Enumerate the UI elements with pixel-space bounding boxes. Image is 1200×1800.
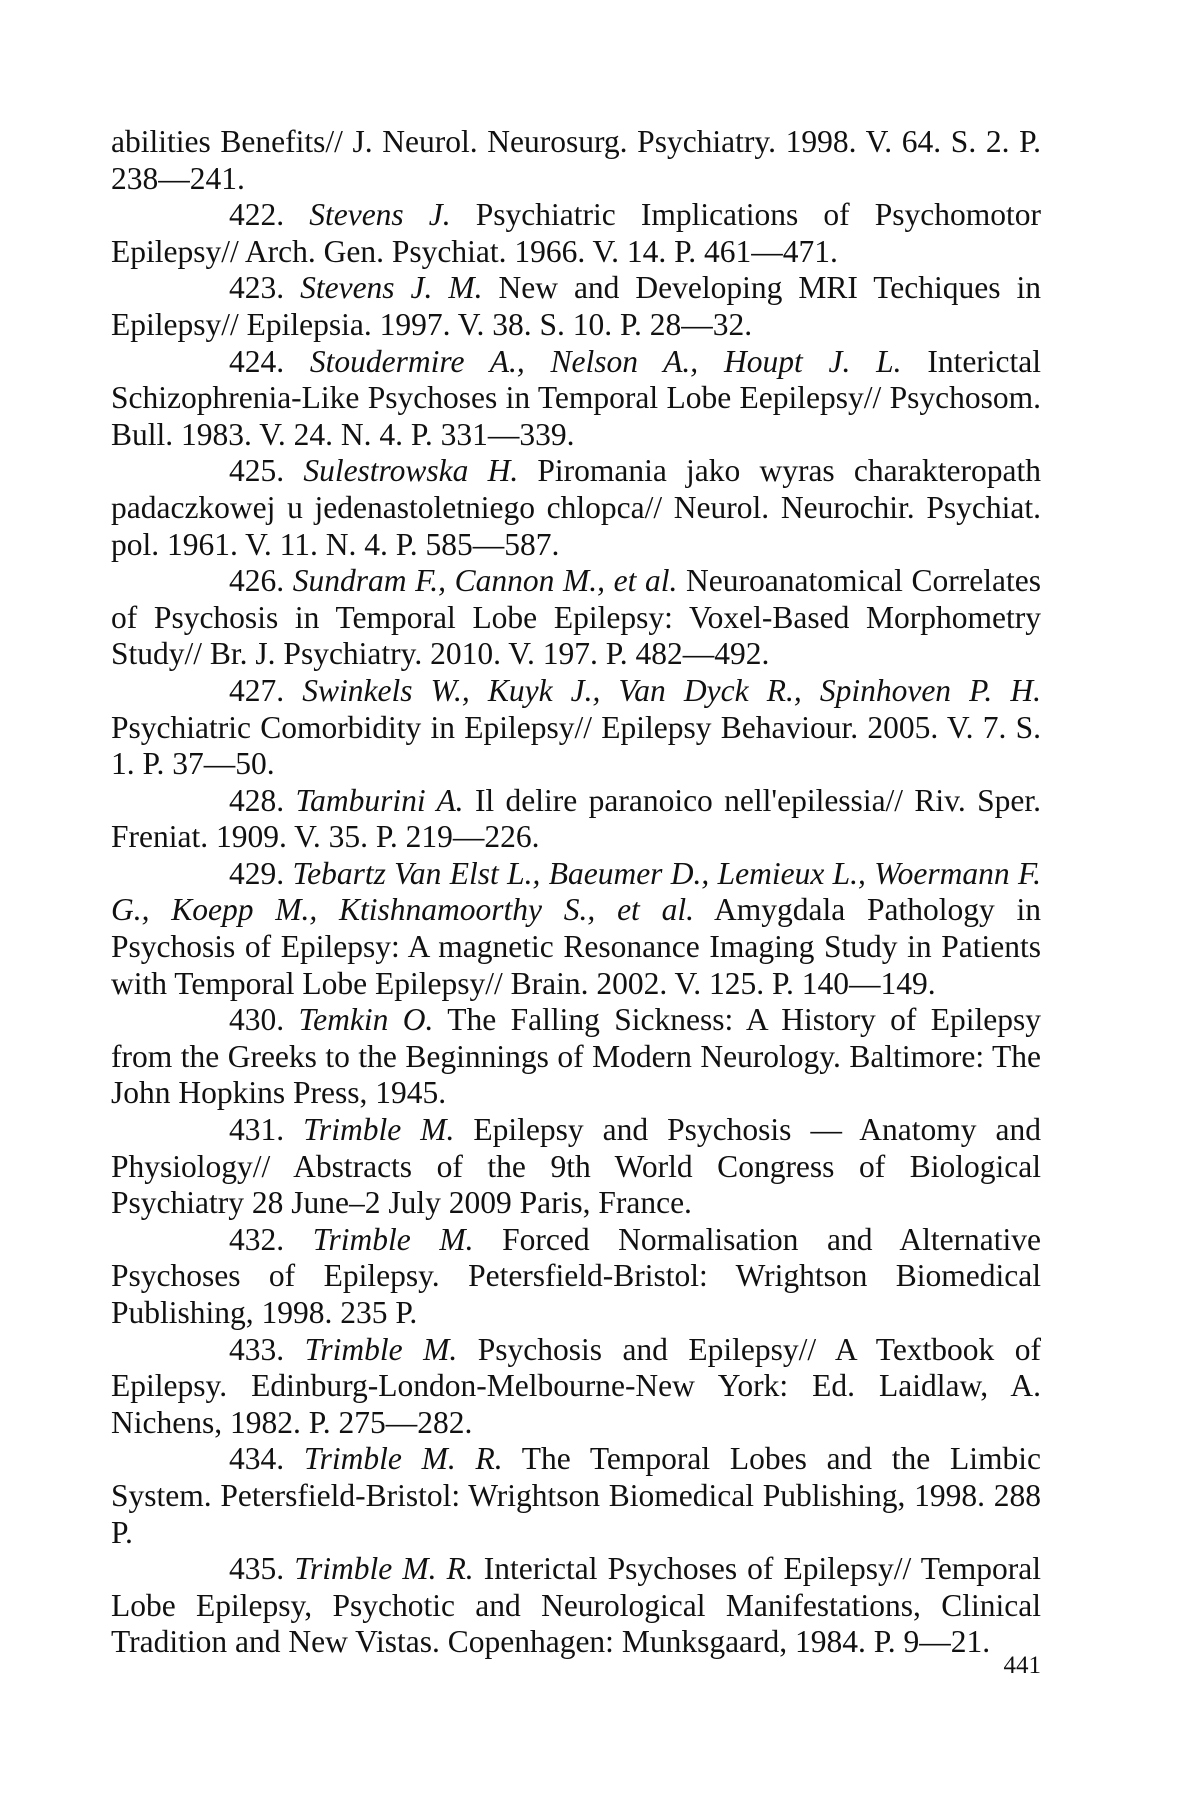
reference-text: Forced Normalisation and Alternative Psychoses of Epilepsy. Petersfield-Bristol: Wrightson Biomedical Publishing, 1998. 235 P.: [111, 1221, 1042, 1330]
reference-number: 429.: [229, 855, 285, 891]
reference-number: 427.: [229, 672, 285, 708]
reference-number: 435.: [229, 1551, 285, 1587]
reference-entry: [111, 344, 1041, 454]
reference-text: Neuroanatomical Correlates of Psychosis in Temporal Lobe Epilepsy: Voxel-Based Morphometry Study// Br. J. Psychiatry. 2010. V. 197. P. 482—492.: [111, 563, 1041, 672]
reference-number: 430.: [229, 1002, 285, 1038]
reference-entry: [111, 673, 1041, 783]
page-number: 441: [1003, 1652, 1041, 1679]
reference-entry: [111, 856, 1041, 1002]
reference-authors: Trimble M. R.: [294, 1551, 474, 1587]
reference-number: 424.: [229, 343, 285, 379]
reference-authors: Stoudermire A., Nelson A., Houpt J. L.: [309, 343, 902, 379]
reference-text: Il delire paranoico nell'epilessia// Riv. Sper. Freniat. 1909. V. 35. P. 219—226.: [111, 782, 1042, 855]
reference-number: 434.: [229, 1441, 285, 1477]
reference-text: Interictal Schizophrenia-Like Psychoses in Temporal Lobe Eepilepsy// Psychosom. Bull. 1983. V. 24. N. 4. P. 331—339.: [111, 343, 1042, 452]
reference-number: 426.: [229, 563, 285, 599]
reference-text: Epilepsy and Psychosis — Anatomy and Physiology// Abstracts of the 9th World Congress of Biological Psychiatry 28 June–2 July 2009 Paris, France.: [111, 1112, 1041, 1221]
reference-authors: Stevens J.: [309, 197, 451, 233]
reference-text: New and Developing MRI Techiques in Epilepsy// Epilepsia. 1997. V. 38. S. 10. P. 28—32.: [111, 270, 1041, 342]
reference-authors: Trimble M.: [304, 1331, 458, 1367]
reference-entry: [111, 197, 1041, 270]
reference-entry: [111, 453, 1041, 563]
reference-entry: [111, 1222, 1041, 1332]
reference-text: The Falling Sickness: A History of Epilepsy from the Greeks to the Beginnings of Modern Neurology. Baltimore: The John Hopkins Press, 1945.: [111, 1002, 1042, 1111]
reference-authors: Stevens J. M.: [300, 270, 483, 306]
reference-list: [111, 124, 1041, 1661]
reference-number: 428.: [229, 782, 285, 818]
reference-authors: Tamburini A.: [295, 782, 464, 818]
reference-entry: [111, 1332, 1041, 1442]
reference-entry: [111, 1112, 1041, 1222]
reference-text: Psychosis and Epilepsy// A Textbook of Epilepsy. Edinburg-London-Melbourne-New York: Ed. Laidlaw, A. Nichens, 1982. P. 275—282.: [111, 1331, 1042, 1440]
reference-number: 425.: [229, 453, 285, 489]
reference-text: abilities Benefits// J. Neurol. Neurosurg. Psychiatry. 1998. V. 64. S. 2. P. 238—241.: [111, 124, 1041, 196]
reference-number: 431.: [229, 1112, 285, 1148]
reference-authors: Swinkels W., Kuyk J., Van Dyck R., Spinhoven P. H.: [302, 672, 1041, 708]
reference-text: Amygdala Pathology in Psychosis of Epilepsy: A magnetic Resonance Imaging Study in Patients with Temporal Lobe Epilepsy// Brain. 2002. V. 125. P. 140—149.: [111, 892, 1041, 1001]
reference-authors: Temkin O.: [298, 1002, 434, 1038]
reference-authors: Sulestrowska H.: [303, 453, 519, 489]
reference-text: The Temporal Lobes and the Limbic System. Petersfield-Bristol: Wrightson Biomedical Publishing, 1998. 288 P.: [111, 1441, 1041, 1550]
reference-number: 423.: [229, 270, 285, 306]
reference-entry: [111, 783, 1041, 856]
reference-number: 422.: [229, 197, 285, 233]
reference-text: Interictal Psychoses of Epilepsy// Temporal Lobe Epilepsy, Psychotic and Neurological Manifestations, Clinical Tradition and New Vistas. Copenhagen: Munksgaard, 1984. P. 9—21.: [111, 1551, 1042, 1660]
reference-number: 433.: [229, 1331, 285, 1367]
reference-entry: [111, 1551, 1041, 1661]
reference-authors: Trimble M.: [312, 1221, 474, 1257]
reference-entry: [111, 124, 1041, 197]
reference-entry: [111, 563, 1041, 673]
reference-entry: [111, 270, 1041, 343]
reference-entry: [111, 1441, 1041, 1551]
reference-authors: Trimble M.: [303, 1112, 455, 1148]
reference-text: Piromania jako wyras charakteropath padaczkowej u jedenastoletniego chlopca// Neurol. Neurochir. Psychiat. pol. 1961. V. 11. N. 4. P. 585—587.: [111, 453, 1042, 562]
reference-text: Psychiatric Implications of Psychomotor Epilepsy// Arch. Gen. Psychiat. 1966. V. 14. P. 461—471.: [111, 197, 1042, 269]
reference-authors: Trimble M. R.: [303, 1441, 503, 1477]
reference-entry: [111, 1002, 1041, 1112]
reference-text: Psychiatric Comorbidity in Epilepsy// Epilepsy Behaviour. 2005. V. 7. S. 1. P. 37—50.: [111, 709, 1041, 782]
reference-authors: Tebartz Van Elst L., Baeumer D., Lemieux L., Woermann F. G., Koepp M., Ktishnamoorthy S., et al.: [111, 855, 1042, 928]
reference-authors: Sundram F., Cannon M., et al.: [292, 563, 678, 599]
reference-number: 432.: [229, 1221, 285, 1257]
